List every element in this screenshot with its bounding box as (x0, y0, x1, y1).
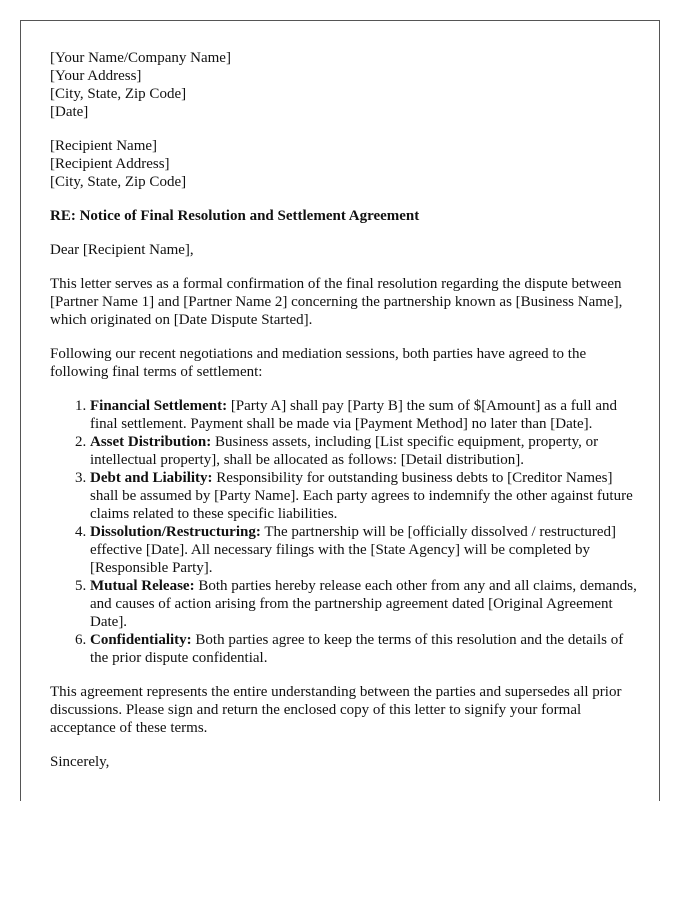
term-text: Both parties agree to keep the terms of this resolution and the details of the prior dispute confidential. (90, 632, 624, 666)
term-text: [Party A] shall pay [Party B] the sum of $[Amount] as a full and final settlement. Payment shall be made via [Payment Method] no later than [Date]. (90, 398, 617, 432)
subject-line: RE: Notice of Final Resolution and Settlement Agreement (50, 208, 420, 224)
term-title: Dissolution/Restructuring: (90, 524, 261, 540)
sender-block (50, 49, 640, 121)
salutation: Dear [Recipient Name], (50, 242, 194, 258)
letter-body (50, 49, 640, 787)
signoff: Sincerely, (50, 754, 110, 770)
term-text: Business assets, including [List specific equipment, property, or intellectual property], shall be allocated as follows: [Detail distribution]. (90, 434, 599, 468)
list-item (90, 631, 640, 667)
term-text: Both parties hereby release each other from any and all claims, demands, and causes of action arising from the partnership agreement dated [Original Agreement Date]. (90, 578, 637, 630)
term-title: Confidentiality: (90, 632, 192, 648)
sender-city: [City, State, Zip Code] (50, 86, 187, 102)
recipient-name: [Recipient Name] (50, 138, 158, 154)
term-title: Financial Settlement: (90, 398, 228, 414)
closing-paragraph: This agreement represents the entire understanding between the parties and supersedes all prior discussions. Please sign and return the enclosed copy of this letter to signify your formal acceptance of these terms. (50, 684, 622, 736)
letter-page (20, 20, 660, 801)
term-title: Asset Distribution: (90, 434, 212, 450)
list-item (90, 433, 640, 469)
list-item (90, 397, 640, 433)
lead-in-paragraph: Following our recent negotiations and mediation sessions, both parties have agreed to the following final terms of settlement: (50, 346, 587, 380)
sender-date: [Date] (50, 104, 89, 120)
recipient-address: [Recipient Address] (50, 156, 170, 172)
term-title: Mutual Release: (90, 578, 195, 594)
term-text: Responsibility for outstanding business debts to [Creditor Names] shall be assumed by [Party Name]. Each party agrees to indemnify the other against future claims related to these specific liabilities. (90, 470, 633, 522)
recipient-block (50, 137, 640, 191)
recipient-city: [City, State, Zip Code] (50, 174, 187, 190)
sender-name: [Your Name/Company Name] (50, 50, 231, 66)
sender-address: [Your Address] (50, 68, 142, 84)
term-title: Debt and Liability: (90, 470, 213, 486)
list-item (90, 577, 640, 631)
settlement-terms-list (50, 397, 640, 667)
list-item (90, 469, 640, 523)
list-item (90, 523, 640, 577)
intro-paragraph: This letter serves as a formal confirmation of the final resolution regarding the dispute between [Partner Name 1] and [Partner Name 2] concerning the partnership known as [Business Name], which originated on [Date Dispute Started]. (50, 276, 623, 328)
term-text: The partnership will be [officially dissolved / restructured] effective [Date]. All necessary filings with the [State Agency] will be completed by [Responsible Party]. (90, 524, 617, 576)
